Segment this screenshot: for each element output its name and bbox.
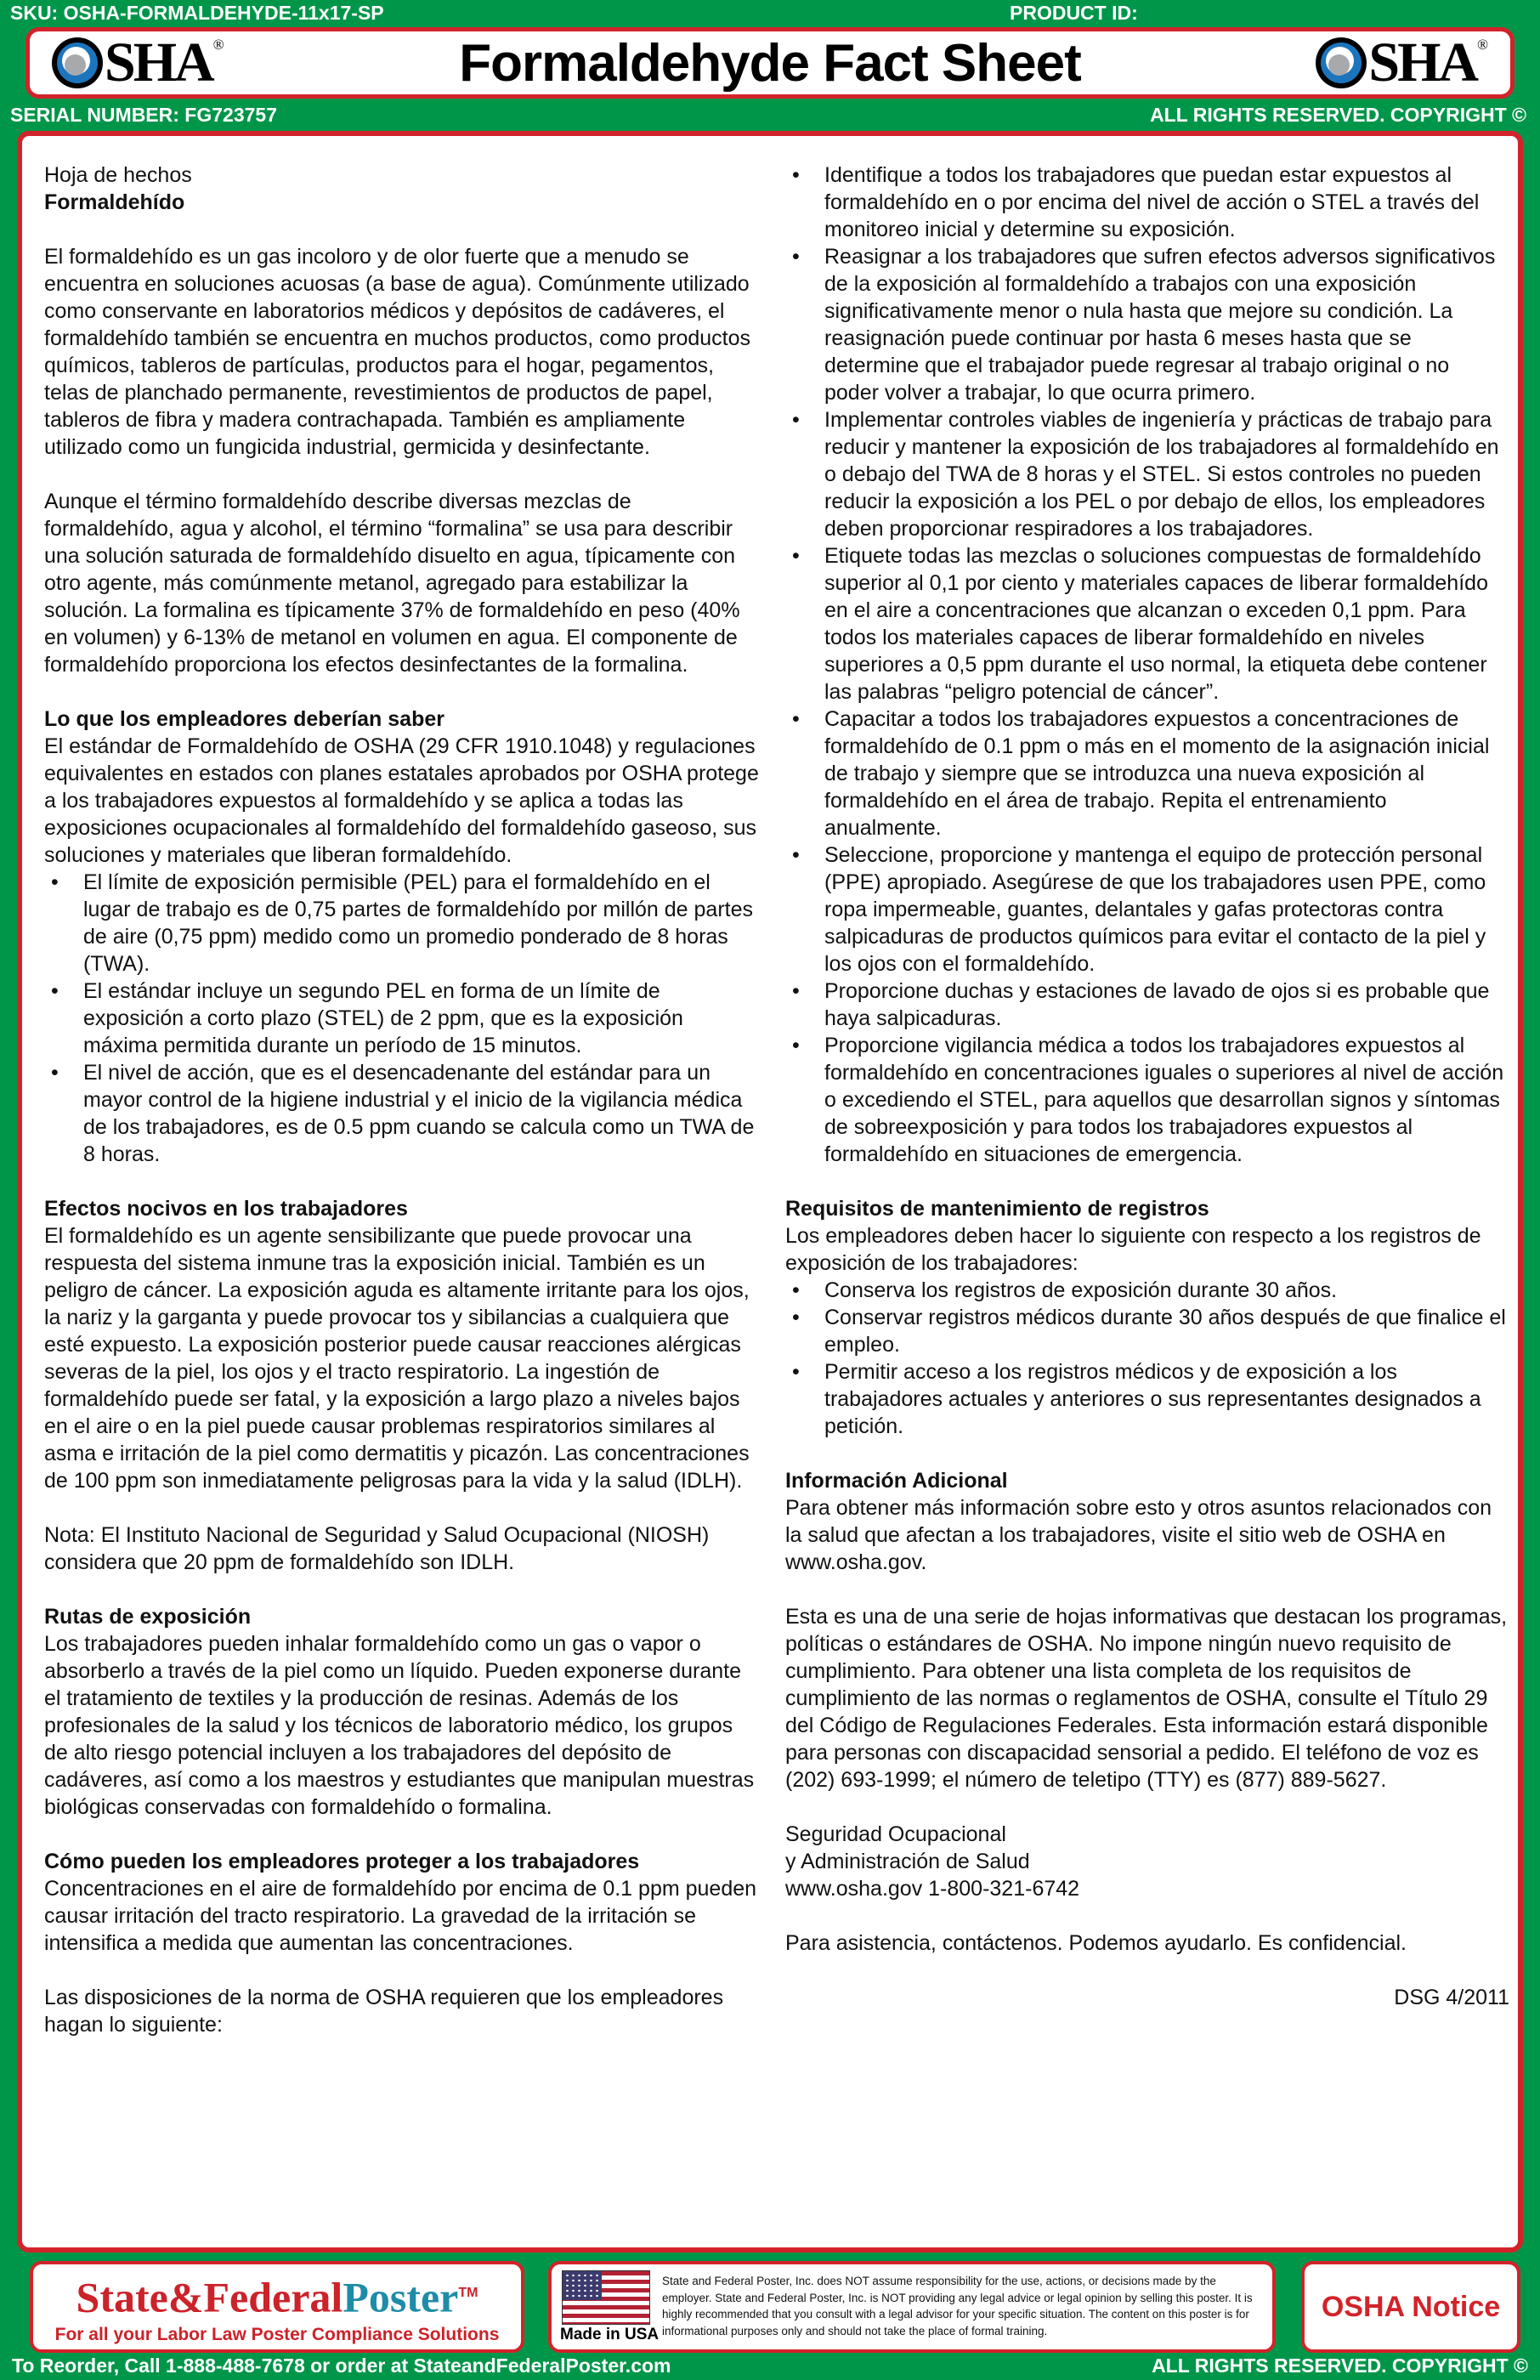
rights-label-top: ALL RIGHTS RESERVED. COPYRIGHT ©: [1150, 104, 1526, 126]
spacer: [44, 678, 762, 706]
spacer: [44, 461, 762, 488]
bullet-icon: •: [792, 408, 800, 432]
bullet-text: Seleccione, proporcione y mantenga el equipo de protección personal (PPE) apropiado. Asegúrese de que los trabajadores usen PPE, como ropa impermeable, guantes, delantales y gafas protectoras contra salpicaduras de productos químicos para evitar el contacto de la piel y los ojos con el formaldehído.: [824, 843, 1486, 976]
made-in-usa-label: Made in USA: [560, 2326, 660, 2343]
spacer: [44, 216, 762, 243]
bullet-item: [785, 1358, 1509, 1440]
osha-notice-label: OSHA Notice: [1321, 2290, 1501, 2323]
bullet-item: [44, 869, 762, 978]
bullet-text: Etiquete todas las mezclas o soluciones compuestas de formaldehído superior al 0,1 por ciento y materiales capaces de liberar formaldehído en el aire a concentraciones que alcanzan o exceden 0,1 ppm. Para todos los materiales capaces de liberar formaldehído en niveles superiores a 0,5 ppm durante el uso normal, la etiqueta debe contener las palabras “peligro potencial de cáncer”.: [824, 544, 1488, 704]
bullet-item: [785, 162, 1509, 243]
text-line: y Administración de Salud: [785, 1850, 1030, 1873]
bullet-icon: •: [792, 1034, 800, 1057]
main-panel: [17, 131, 1523, 2252]
registered-mark-icon: ®: [212, 37, 224, 53]
section-heading: Cómo pueden los empleadores proteger a los trabajadores: [44, 1850, 640, 1873]
bullet-text: Proporcione duchas y estaciones de lavado de ojos si es probable que haya salpicaduras.: [824, 979, 1490, 1030]
us-flag-icon: [563, 2271, 649, 2324]
bullet-text: El estándar incluye un segundo PEL en forma de un límite de exposición a corto plazo (STEL) de 2 ppm, que es la exposición máxima permitida durante un período de 15 minutos.: [83, 979, 683, 1057]
osha-o-icon: [52, 37, 103, 88]
bullet-item: [785, 1032, 1509, 1168]
bullet-text: Proporcione vigilancia médica a todos los trabajadores expuestos al formaldehído en concentraciones iguales o superiores al nivel de acción o excediendo el STEL, para aquellos que desarrollan signos y síntomas de sobreexposición y para todos los trabajadores expuestos al formaldehído en situaciones de emergencia.: [824, 1034, 1504, 1166]
section-heading: Efectos nocivos en los trabajadores: [44, 1197, 408, 1221]
bullet-list: [785, 1277, 1509, 1440]
section-heading: Rutas de exposición: [44, 1605, 252, 1629]
bullet-text: El nivel de acción, que es el desencadenante del estándar para un mayor control de la higiene industrial y el inicio de la vigilancia médica de los trabajadores, es de 0.5 ppm cuando se calcula como un TWA de 8 horas.: [83, 1061, 755, 1166]
bullet-text: Conserva los registros de exposición durante 30 años.: [824, 1278, 1338, 1302]
bullet-item: [785, 1304, 1509, 1358]
bullet-text: Implementar controles viables de ingeniería y prácticas de trabajo para reducir y mantener la exposición de los trabajadores al formaldehído en o debajo del TWA de 8 horas y el STEL. Si estos controles no pueden reducir la exposición a los PEL o por debajo de ellos, los empleadores deben proporcionar respiradores a los trabajadores.: [824, 408, 1499, 541]
brand-logo: [33, 2271, 521, 2320]
brand-tagline: For all your Labor Law Poster Compliance Solutions: [54, 2324, 500, 2344]
spacer: [785, 1902, 1509, 1930]
bullet-item: [785, 1277, 1509, 1304]
serial-number-label: SERIAL NUMBER: FG723757: [10, 104, 277, 126]
bullet-text: Conservar registros médicos durante 30 años después de que finalice el empleo.: [824, 1306, 1506, 1357]
spacer: [44, 1168, 762, 1195]
bullet-item: [44, 978, 762, 1059]
section-heading: Lo que los empleadores deberían saber: [44, 707, 444, 731]
product-id-label: PRODUCT ID:: [1010, 2, 1138, 24]
section-heading: Información Adicional: [785, 1469, 1008, 1493]
spacer: [44, 1957, 762, 1984]
made-in-usa: [560, 2271, 660, 2344]
bullet-icon: •: [51, 979, 59, 1003]
bullet-icon: •: [792, 245, 800, 269]
disclaimer-box: [548, 2261, 1276, 2353]
bold-line: Formaldehído: [44, 190, 185, 214]
bottom-bar: [0, 2353, 1540, 2380]
osha-o-icon: [1316, 37, 1367, 88]
bullet-item: [785, 706, 1509, 842]
bullet-icon: •: [792, 544, 800, 568]
paragraph: Los trabajadores pueden inhalar formaldehído como un gas o vapor o absorberlo a través de la piel como un líquido. Pueden exponerse durante el tratamiento de textiles y la producción de resinas. Además de los profesionales de la salud y los técnicos de laboratorio médico, los grupos de alto riesgo potencial incluyen a los trabajadores del depósito de cadáveres, así como a los maestros y estudiantes que manipulan muestras biológicas conservadas con formaldehído o formalina.: [44, 1632, 755, 1819]
spacer: [785, 1440, 1509, 1467]
spacer: [44, 1576, 762, 1603]
spacer: [44, 1494, 762, 1522]
bullet-list: [44, 869, 762, 1168]
paragraph: Los empleadores deben hacer lo siguiente con respecto a los registros de exposición de los trabajadores:: [785, 1224, 1481, 1275]
osha-logo-text: SHA: [105, 31, 212, 94]
registered-mark-icon: ®: [1477, 37, 1488, 53]
reorder-label: To Reorder, Call 1-888-488-7678 or order at StateandFederalPoster.com: [12, 2354, 671, 2377]
spacer: [785, 1168, 1509, 1195]
right-column: [785, 162, 1509, 2236]
bullet-item: [785, 842, 1509, 978]
bullet-text: El límite de exposición permisible (PEL) para el formaldehído en el lugar de trabajo es de 0,75 partes de formaldehído por millón de partes de aire (0,75 ppm) medido como un promedio ponderado de 8 horas (TWA).: [83, 870, 753, 976]
spacer: [44, 1821, 762, 1848]
paragraph: Aunque el término formaldehído describe diversas mezclas de formaldehído, agua y alcohol, el término “formalina” se usa para describir una solución saturada de formaldehído disuelto en agua, típicamente con otro agente, más comúnmente metanol, agregado para estabilizar la solución. La formalina es típicamente 37% de formaldehído en peso (40% en volumen) y 6-13% de metanol en volumen en agua. El componente de formaldehído proporciona los efectos desinfectantes de la formalina.: [44, 490, 740, 677]
bullet-text: Identifique a todos los trabajadores que puedan estar expuestos al formaldehído en o por encima del nivel de acción o STEL a través del monitoreo inicial y determine su exposición.: [824, 163, 1480, 241]
bullet-item: [44, 1059, 762, 1168]
paragraph: Las disposiciones de la norma de OSHA requieren que los empleadores hagan lo siguiente:: [44, 1986, 724, 2037]
bullet-icon: •: [792, 979, 800, 1003]
bullet-icon: •: [792, 843, 800, 867]
bullet-icon: •: [792, 163, 800, 187]
serial-bar: [0, 100, 1540, 131]
bullet-item: [785, 406, 1509, 542]
spacer: [785, 1957, 1509, 1984]
rights-label-bottom: ALL RIGHTS RESERVED. COPYRIGHT ©: [1152, 2354, 1528, 2377]
paragraph: Para asistencia, contáctenos. Podemos ayudarlo. Es confidencial.: [785, 1931, 1407, 1955]
page-title: Formaldehyde Fact Sheet: [459, 33, 1081, 93]
text-line: Seguridad Ocupacional: [785, 1822, 1006, 1846]
bullet-text: Permitir acceso a los registros médicos y de exposición a los trabajadores actuales y anteriores o sus representantes designados a petición.: [824, 1360, 1481, 1438]
spacer: [785, 1794, 1509, 1821]
sku-label: SKU: OSHA-FORMALDEHYDE-11x17-SP: [10, 2, 384, 24]
flag-canton: [563, 2271, 602, 2300]
brand-part-red: State&Federal: [76, 2273, 343, 2321]
bullet-text: Capacitar a todos los trabajadores expuestos a concentraciones de formaldehído de 0.1 ppm o más en el momento de la asignación inicial de trabajo y siempre que se introduzca una nueva exposición al formaldehído en el área de trabajo. Repita el entrenamiento anualmente.: [824, 707, 1490, 840]
paragraph: El estándar de Formaldehído de OSHA (29 CFR 1910.1048) y regulaciones equivalentes en estados con planes estatales aprobados por OSHA protege a los trabajadores expuestos al formaldehído y se aplica a todas las exposiciones ocupacionales al formaldehído del formaldehído gaseoso, sus soluciones y materiales que liberan formaldehído.: [44, 734, 759, 867]
osha-logo-left: [52, 31, 224, 94]
paragraph: Concentraciones en el aire de formaldehído por encima de 0.1 ppm pueden causar irritación del tracto respiratorio. La gravedad de la irritación se intensifica a medida que aumentan las concentraciones.: [44, 1877, 757, 1955]
paragraph: Esta es una de una serie de hojas informativas que destacan los programas, políticas o estándares de OSHA. No impone ningún nuevo requisito de cumplimiento. Para obtener una lista completa de los requisitos de cumplimiento de las normas o reglamentos de OSHA, consulte el Título 29 del Código de Regulaciones Federales. Esta información estará disponible para personas con discapacidad sensorial a pedido. El teléfono de voz es (202) 693-1999; el número de teletipo (TTY) es (877) 889-5627.: [785, 1605, 1508, 1792]
doc-code: DSG 4/2011: [1394, 1986, 1509, 2009]
top-bar: [0, 0, 1540, 27]
paragraph: [44, 162, 762, 216]
left-column: [44, 162, 762, 2236]
brand-part-teal: Poster: [343, 2273, 459, 2321]
bullet-text: Reasignar a los trabajadores que sufren efectos adversos significativos de la exposición al formaldehído a trabajos con una exposición significativamente menor o nula hasta que mejore su condición. La reasignación puede continuar por hasta 6 meses hasta que se determine que el trabajador puede regresar al trabajo original o no poder volver a trabajar, lo que ocurra primero.: [824, 245, 1496, 405]
bullet-list: [785, 162, 1509, 1168]
bullet-icon: •: [792, 1360, 800, 1384]
text-line: www.osha.gov 1-800-321-6742: [785, 1877, 1080, 1901]
header-panel: [25, 27, 1515, 99]
footer: [0, 2258, 1540, 2353]
bullet-icon: •: [792, 707, 800, 731]
paragraph: Nota: El Instituto Nacional de Seguridad y Salud Ocupacional (NIOSH) considera que 20 ppm de formaldehído son IDLH.: [44, 1523, 710, 1574]
bullet-icon: •: [51, 870, 59, 894]
bullet-item: [785, 243, 1509, 406]
bullet-item: [785, 542, 1509, 706]
osha-logo-text: SHA: [1368, 31, 1477, 94]
trademark-icon: TM: [458, 2286, 478, 2300]
paragraph: El formaldehído es un gas incoloro y de olor fuerte que a menudo se encuentra en soluciones acuosas (a base de agua). Comúnmente utilizado como conservante en laboratorios médicos y depósitos de cadáveres, el formaldehído también se encuentra en muchos productos, como productos químicos, tableros de partículas, productos para el hogar, pegamentos, telas de planchado permanente, revestimientos de productos de papel, tableros de fibra y madera contrachapada. También es ampliamente utilizado como un fungicida industrial, germicida y desinfectante.: [44, 245, 751, 459]
text-line: Hoja de hechos: [44, 163, 192, 187]
bullet-item: [785, 978, 1509, 1032]
paragraph: Para obtener más información sobre esto y otros asuntos relacionados con la salud que afectan a los trabajadores, visite el sitio web de OSHA en www.osha.gov.: [785, 1496, 1492, 1574]
bullet-icon: •: [792, 1306, 800, 1329]
paragraph: El formaldehído es un agente sensibilizante que puede provocar una respuesta del sistema inmune tras la exposición inicial. También es un peligro de cáncer. La exposición aguda es altamente irritante para los ojos, la nariz y la garganta y puede provocar tos y sibilancias a cualquiera que esté expuesto. La exposición posterior puede causar reacciones alérgicas severas de la piel, los ojos y el tracto respiratorio. La ingestión de formaldehído puede ser fatal, y la exposición a largo plazo a niveles bajos en el aire o en la piel puede causar problemas respiratorios similares al asma e irritación de la piel como dermatitis y picazón. Las concentraciones de 100 ppm son inmediatamente peligrosas para la vida y la salud (IDLH).: [44, 1224, 750, 1493]
disclaimer-text: State and Federal Poster, Inc. does NOT assume responsibility for the use, actions, or decisions made by the employer. State and Federal Poster, Inc. is NOT providing any legal advice or legal opinion by selling this poster. It is highly recommended that you consult with a legal advisor for your specific situation. The content on this poster is for informational purposes only and should not take the place of formal training.: [662, 2275, 1253, 2338]
osha-notice-badge: [1301, 2261, 1520, 2353]
section-heading: Requisitos de mantenimiento de registros: [785, 1197, 1209, 1221]
brand-box: [30, 2261, 524, 2353]
bullet-icon: •: [51, 1061, 59, 1085]
paragraph: [785, 1821, 1509, 1902]
spacer: [785, 1576, 1509, 1603]
bullet-icon: •: [792, 1278, 800, 1302]
osha-logo-right: [1316, 31, 1488, 94]
